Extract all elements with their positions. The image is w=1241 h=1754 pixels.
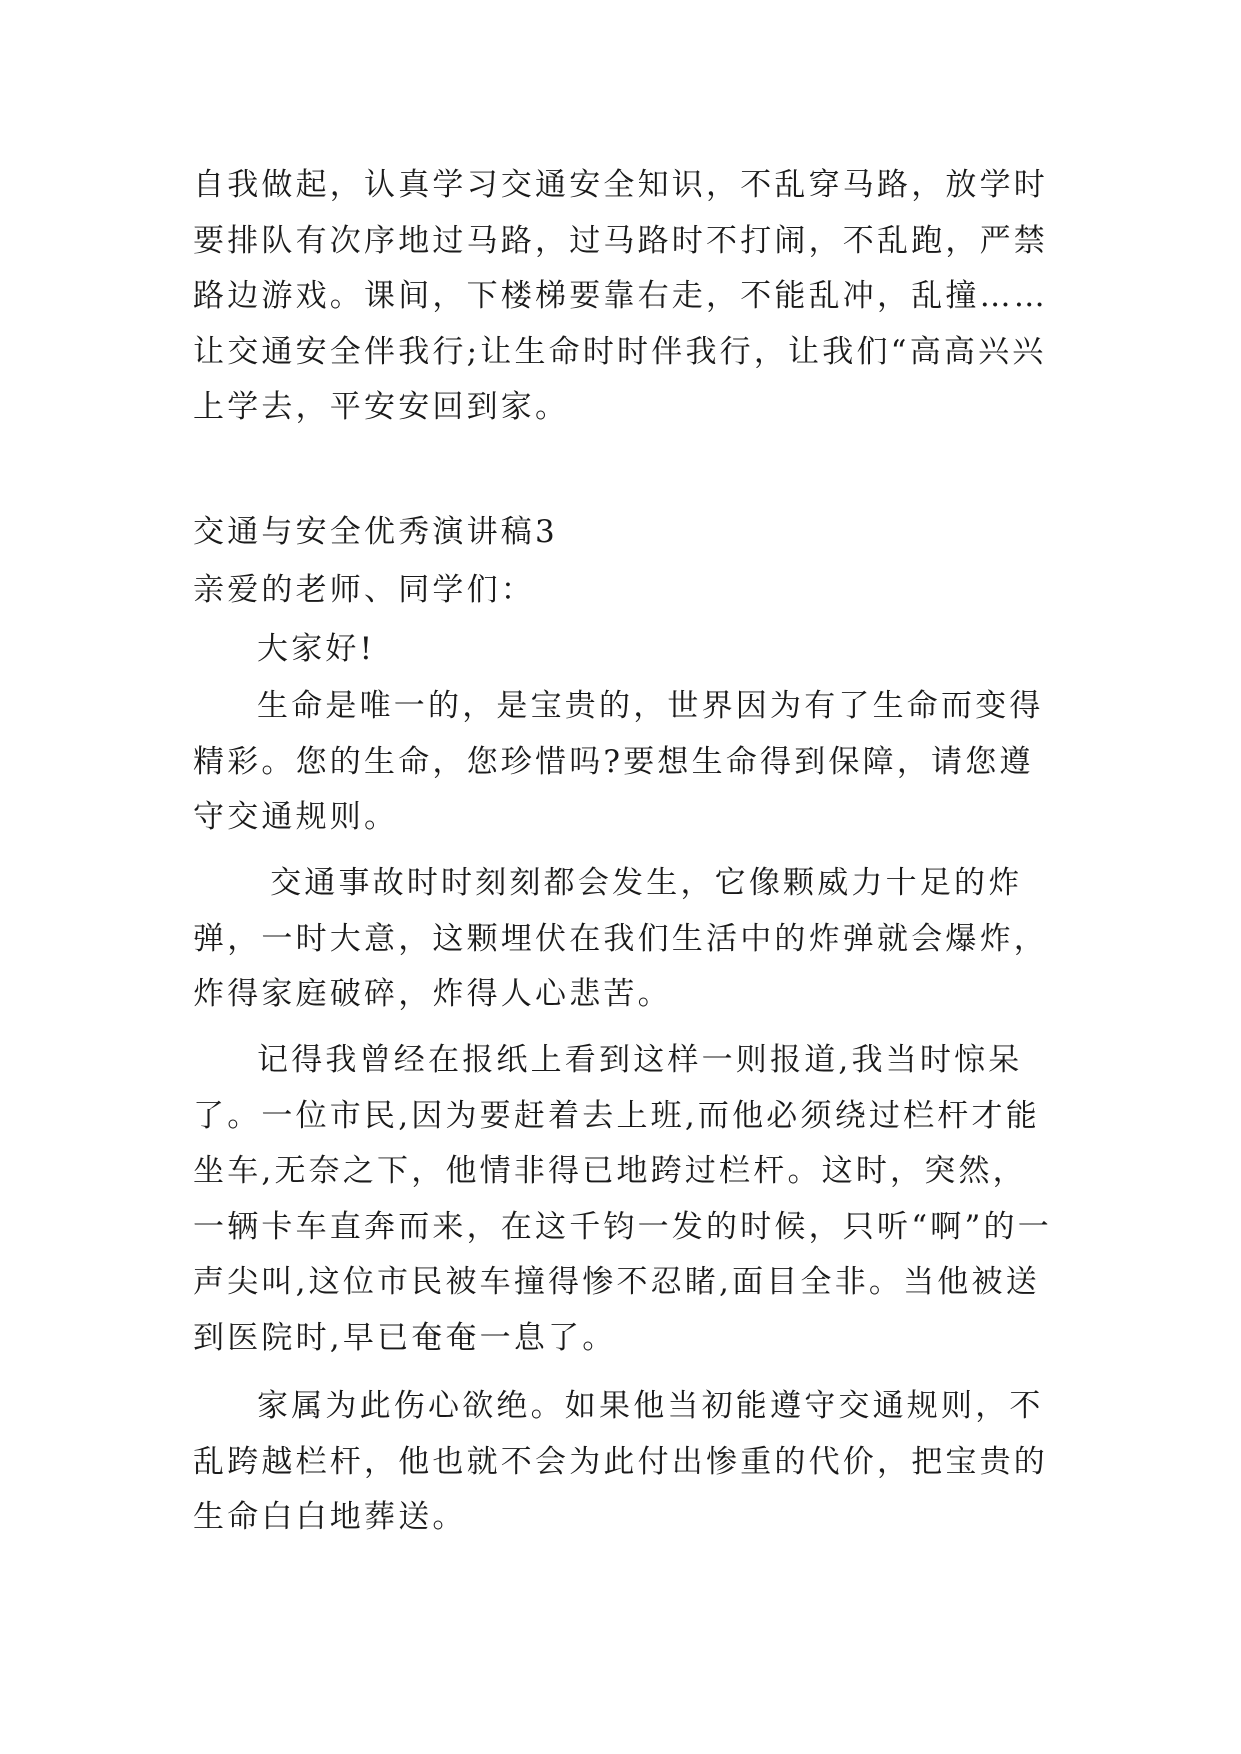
paragraph-continued: 自我做起，认真学习交通安全知识，不乱穿马路，放学时要排队有次序地过马路，过马路时不打闹，不乱跑，严禁路边游戏。课间，下楼梯要靠右走，不能乱冲，乱撞……让交通安全伴我行;让生命时时伴我行，让我们“高高兴兴上学去，平安安回到家。	[193, 167, 1048, 425]
paragraph-life-precious: 生命是唯一的，是宝贵的，世界因为有了生命而变得精彩。您的生命，您珍惜吗?要想生命得到保障，请您遵守交通规则。	[193, 688, 1044, 835]
speech-title: 交通与安全优秀演讲稿3	[193, 514, 558, 550]
paragraph-news-report: 记得我曾经在报纸上看到这样一则报道,我当时惊呆了。一位市民,因为要赶着去上班,而他必须绕过栏杆才能坐车,无奈之下，他情非得已地跨过栏杆。这时，突然，一辆卡车直奔而来，在这千钧一发的时候，只听“啊”的一声尖叫,这位市民被车撞得惨不忍睹,面目全非。当他被送到医院时,早已奄奄一息了。	[193, 1042, 1052, 1356]
paragraph-family-grief: 家属为此伤心欲绝。如果他当初能遵守交通规则，不乱跨越栏杆，他也就不会为此付出惨重的代价，把宝贵的生命白白地葬送。	[193, 1388, 1048, 1535]
salutation: 亲爱的老师、同学们：	[193, 572, 535, 608]
greeting: 大家好!	[257, 631, 376, 667]
paragraph-accidents: 交通事故时时刻刻都会发生，它像颗威力十足的炸弹，一时大意，这颗埋伏在我们生活中的炸弹就会爆炸，炸得家庭破碎，炸得人心悲苦。	[193, 865, 1048, 1012]
